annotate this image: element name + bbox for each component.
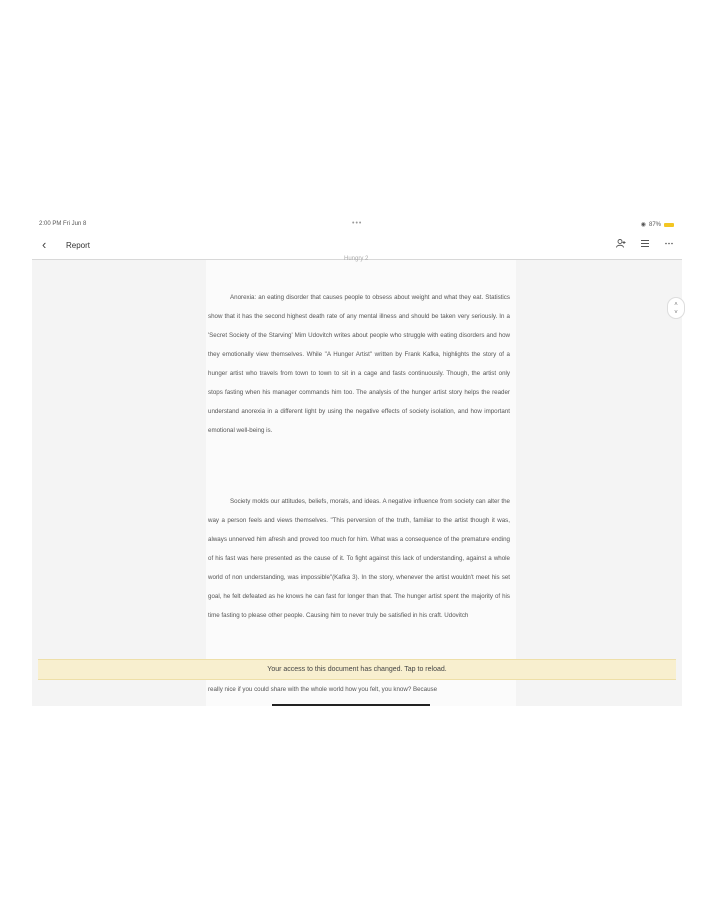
chevron-down-icon: ˅	[674, 310, 678, 316]
paragraph-2[interactable]: Society molds our attitudes, beliefs, morals, and ideas. A negative influence from society can alter the way a person feels and views themselves. "This perversion of the truth, familiar to the artist though it was, always unnerved him afresh and proved too much for him. What was a consequence of the premature ending of his fast was here presented as the cause of it. To fight against this lack of understanding, against a whole world of non understanding, was impossible"(Kafka 3). In the story, whenever the artist wouldn't meet his set goal, he felt defeated as he knows he can fast for longer than that. The hunger artist spent the majority of his time fasting to please other people. Causing him to never truly be satisfied in his craft. Udovitch	[208, 498, 510, 619]
toolbar-actions	[616, 239, 674, 250]
page-header-fragment: Hungry 2	[344, 256, 369, 262]
status-indicators	[641, 221, 674, 228]
document-title: Report	[66, 241, 91, 250]
wifi-icon: ◉	[640, 222, 646, 228]
paragraph-1[interactable]: Anorexia: an eating disorder that causes people to obsess about weight and what they eat. Statistics show that it has the second highest death rate of any mental illness and should be taken very seriously. In a 'Secret Society of the Starving' Mim Udovitch writes about people who struggle with eating disorders and how they emotionally view themselves. While "A Hunger Artist" written by Frank Kafka, highlights the story of a hunger artist who travels from town to town to sit in a cage and fasts continuously. Though, the artist only stops fasting when his manager commands him too. The analysis of the hunger artist story helps the reader understand anorexia in a different light by using the negative effects of society isolation, and how important emotional well-being is.	[208, 294, 510, 434]
back-chevron-icon[interactable]: ‹	[42, 237, 47, 252]
more-icon[interactable]	[664, 239, 674, 250]
scroll-handle[interactable]	[667, 297, 685, 319]
access-changed-banner[interactable]: Your access to this document has changed. Tap to reload.	[38, 659, 676, 680]
add-person-icon[interactable]	[616, 239, 626, 250]
document-canvas[interactable]	[32, 256, 682, 706]
document-page[interactable]	[206, 256, 516, 706]
status-bar	[0, 218, 714, 232]
chevron-up-icon: ˄	[674, 302, 678, 308]
multitasking-dots[interactable]: •••	[352, 220, 363, 227]
status-time: 2:00 PM Fri Jun 8	[39, 221, 87, 227]
page-bottom-bar	[272, 704, 430, 706]
outline-icon[interactable]	[640, 239, 650, 250]
doc-toolbar	[0, 234, 714, 258]
battery-percent: 87%	[648, 221, 661, 228]
battery-icon	[664, 223, 674, 227]
paragraph-3[interactable]: really nice if you could share with the whole world how you felt, you know? Because	[208, 686, 438, 693]
